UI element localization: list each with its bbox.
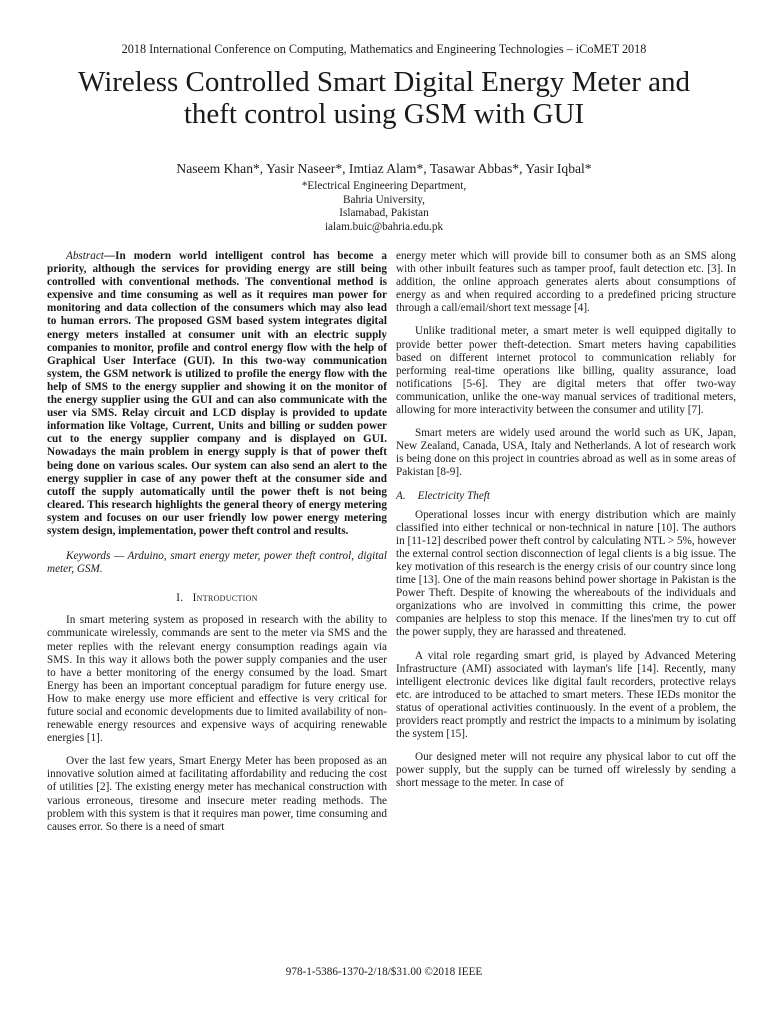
subsection-heading-electricity-theft — [396, 490, 736, 503]
paper-title — [40, 66, 728, 130]
section-title: Introduction — [192, 592, 258, 605]
author-email: ialam.buic@bahria.edu.pk — [324, 220, 444, 233]
body-paragraph: A vital role regarding smart grid, is played by Advanced Metering Infrastructure (AMI) associated with layman's life [14]. Recently, many intelligent electronic devices like digital fault recorders, protective relays etc. are introduced to be attached to smart meters. These IEDs monitor the status of operational activities continuously. In the event of a problem, the providers react promptly and restrict the impacts to a minimum by isolating the system [15]. — [396, 649, 736, 741]
body-paragraph: Our designed meter will not require any physical labor to cut off the power supply, but the supply can be turned off wirelessly by sending a short message to the meter. In case of — [396, 751, 736, 790]
copyright-footer: 978-1-5386-1370-2/18/$31.00 ©2018 IEEE — [285, 966, 483, 978]
abstract-text: —In modern world intelligent control has become a priority, although the services for providing energy are still being controlled with conventional methods. The conventional method is expensive and time consuming as well as it requires man power for monitoring and data collection of the consumers which may also lead to human errors. The proposed GSM based system integrates digital energy meters installed at consumer unit with an electric supply companies to monitor, profile and control energy flow with the help of Graphical User Interface (GUI). In this two-way communication system, the GSM network is utilized to profile the energy flow with the help of SMS to the energy supplier and showing it on the monitor of the energy supplier using the GUI and can also communicate with the user via SMS. Relay circuit and LCD display is provided to update information like Voltage, Current, Units and billing or sudden power cut to the energy supplier company and is displayed on GUI. Nowadays the main problem in energy supply is that of power theft being done on various scales. Our system can also send an alert to the energy supplier in case of any power theft at the consumer side and cutoff the supply automatically until the power theft is not being cleared. This research highlights the general theory of energy metering system and focuses on our user friendly low power energy metering system design, implementation, power theft control and results. — [47, 250, 387, 537]
title-line-2: theft control using GSM with GUI — [183, 98, 585, 130]
subsection-title: Electricity Theft — [417, 489, 491, 502]
abstract — [47, 250, 387, 538]
body-paragraph: Unlike traditional meter, a smart meter is well equipped digitally to provide better power theft-detection. Smart meters having capabilities based on different internet protocol to communication reliably for performing real-time operations like billing, quality assurance, load notifications [5-6]. They are digital meters that offer two-way communication, unlike the one-way manual services of traditional meters, allowing for more interactivity between the consumer and utility [7]. — [396, 325, 736, 417]
body-paragraph: In smart metering system as proposed in research with the ability to communicate wirelessly, commands are sent to the meter via SMS and the meter replies with the relevant energy consumption readings again via SMS. In this way it allows both the power supply companies and the user to have a better monitoring of the energy consumed by the load. Smart Energy has been an important conceptual paradigm for future energy use. How to make energy use more efficient and effective is very critical for future social and economic developments due to limited availability of non-renewable energy resources and expensive ways of acquiring renewable energies [1]. — [47, 614, 387, 745]
affiliation-line: Islamabad, Pakistan — [339, 207, 429, 219]
affiliation-block — [0, 180, 768, 234]
section-heading-introduction — [47, 592, 387, 605]
abstract-label: Abstract — [66, 250, 104, 262]
conference-header: 2018 International Conference on Computing, Mathematics and Engineering Technologies – iCoMET 2018 — [121, 42, 647, 56]
title-line-1: Wireless Controlled Smart Digital Energy Meter and — [78, 66, 690, 98]
author-list: Naseem Khan*, Yasir Naseer*, Imtiaz Alam*, Tasawar Abbas*, Yasir Iqbal* — [176, 161, 592, 176]
keywords: Keywords — Arduino, smart energy meter, power theft control, digital meter, GSM. — [47, 550, 387, 576]
affiliation-line: Bahria University, — [343, 193, 425, 206]
left-column — [47, 250, 387, 844]
right-column — [396, 250, 736, 800]
body-paragraph-continued: energy meter which will provide bill to consumer both as an SMS along with other inbuilt features such as tamper proof, fault detection etc. [3]. In addition, the online approach generates alerts about consumptions of energy as and when required according to a predefined pricing structure through a call/email/short text message [4]. — [396, 250, 736, 315]
body-paragraph: Smart meters are widely used around the world such as UK, Japan, New Zealand, Canada, USA, Italy and Netherlands. A lot of research work is being done on this project in countries abroad as well as in some areas of Pakistan [8-9]. — [396, 427, 736, 479]
body-paragraph: Over the last few years, Smart Energy Meter has been proposed as an innovative solution aimed at facilitating affordability and reducing the cost of utilities [2]. The existing energy meter has mechanical construction with various erroneous, tiresome and insecure meter reading methods. The problem with this system is that it requires man power, time consuming and causes error. So there is a need of smart — [47, 755, 387, 833]
body-paragraph: Operational losses incur with energy distribution which are mainly classified into either technical or non-technical in nature [10]. The authors in [11-12] described power theft control by calculating NTL > 5%, however the external control section disconnection of legal clients is a big issue. The key motivation of this research is the energy crisis of our country since long time [13]. One of the main reasons behind power shortage in Pakistan is the Power Theft. Despite of knowing the whereabouts of the individuals and organizations who are involved in committing this crime, the power companies are helpless to stop this menace. If the lines'men try to cut off the power supply, they are harassed and threatened. — [396, 508, 736, 639]
section-number: I. — [176, 592, 184, 605]
affiliation-line: *Electrical Engineering Department, — [301, 180, 467, 192]
subsection-letter: A. — [396, 489, 406, 502]
